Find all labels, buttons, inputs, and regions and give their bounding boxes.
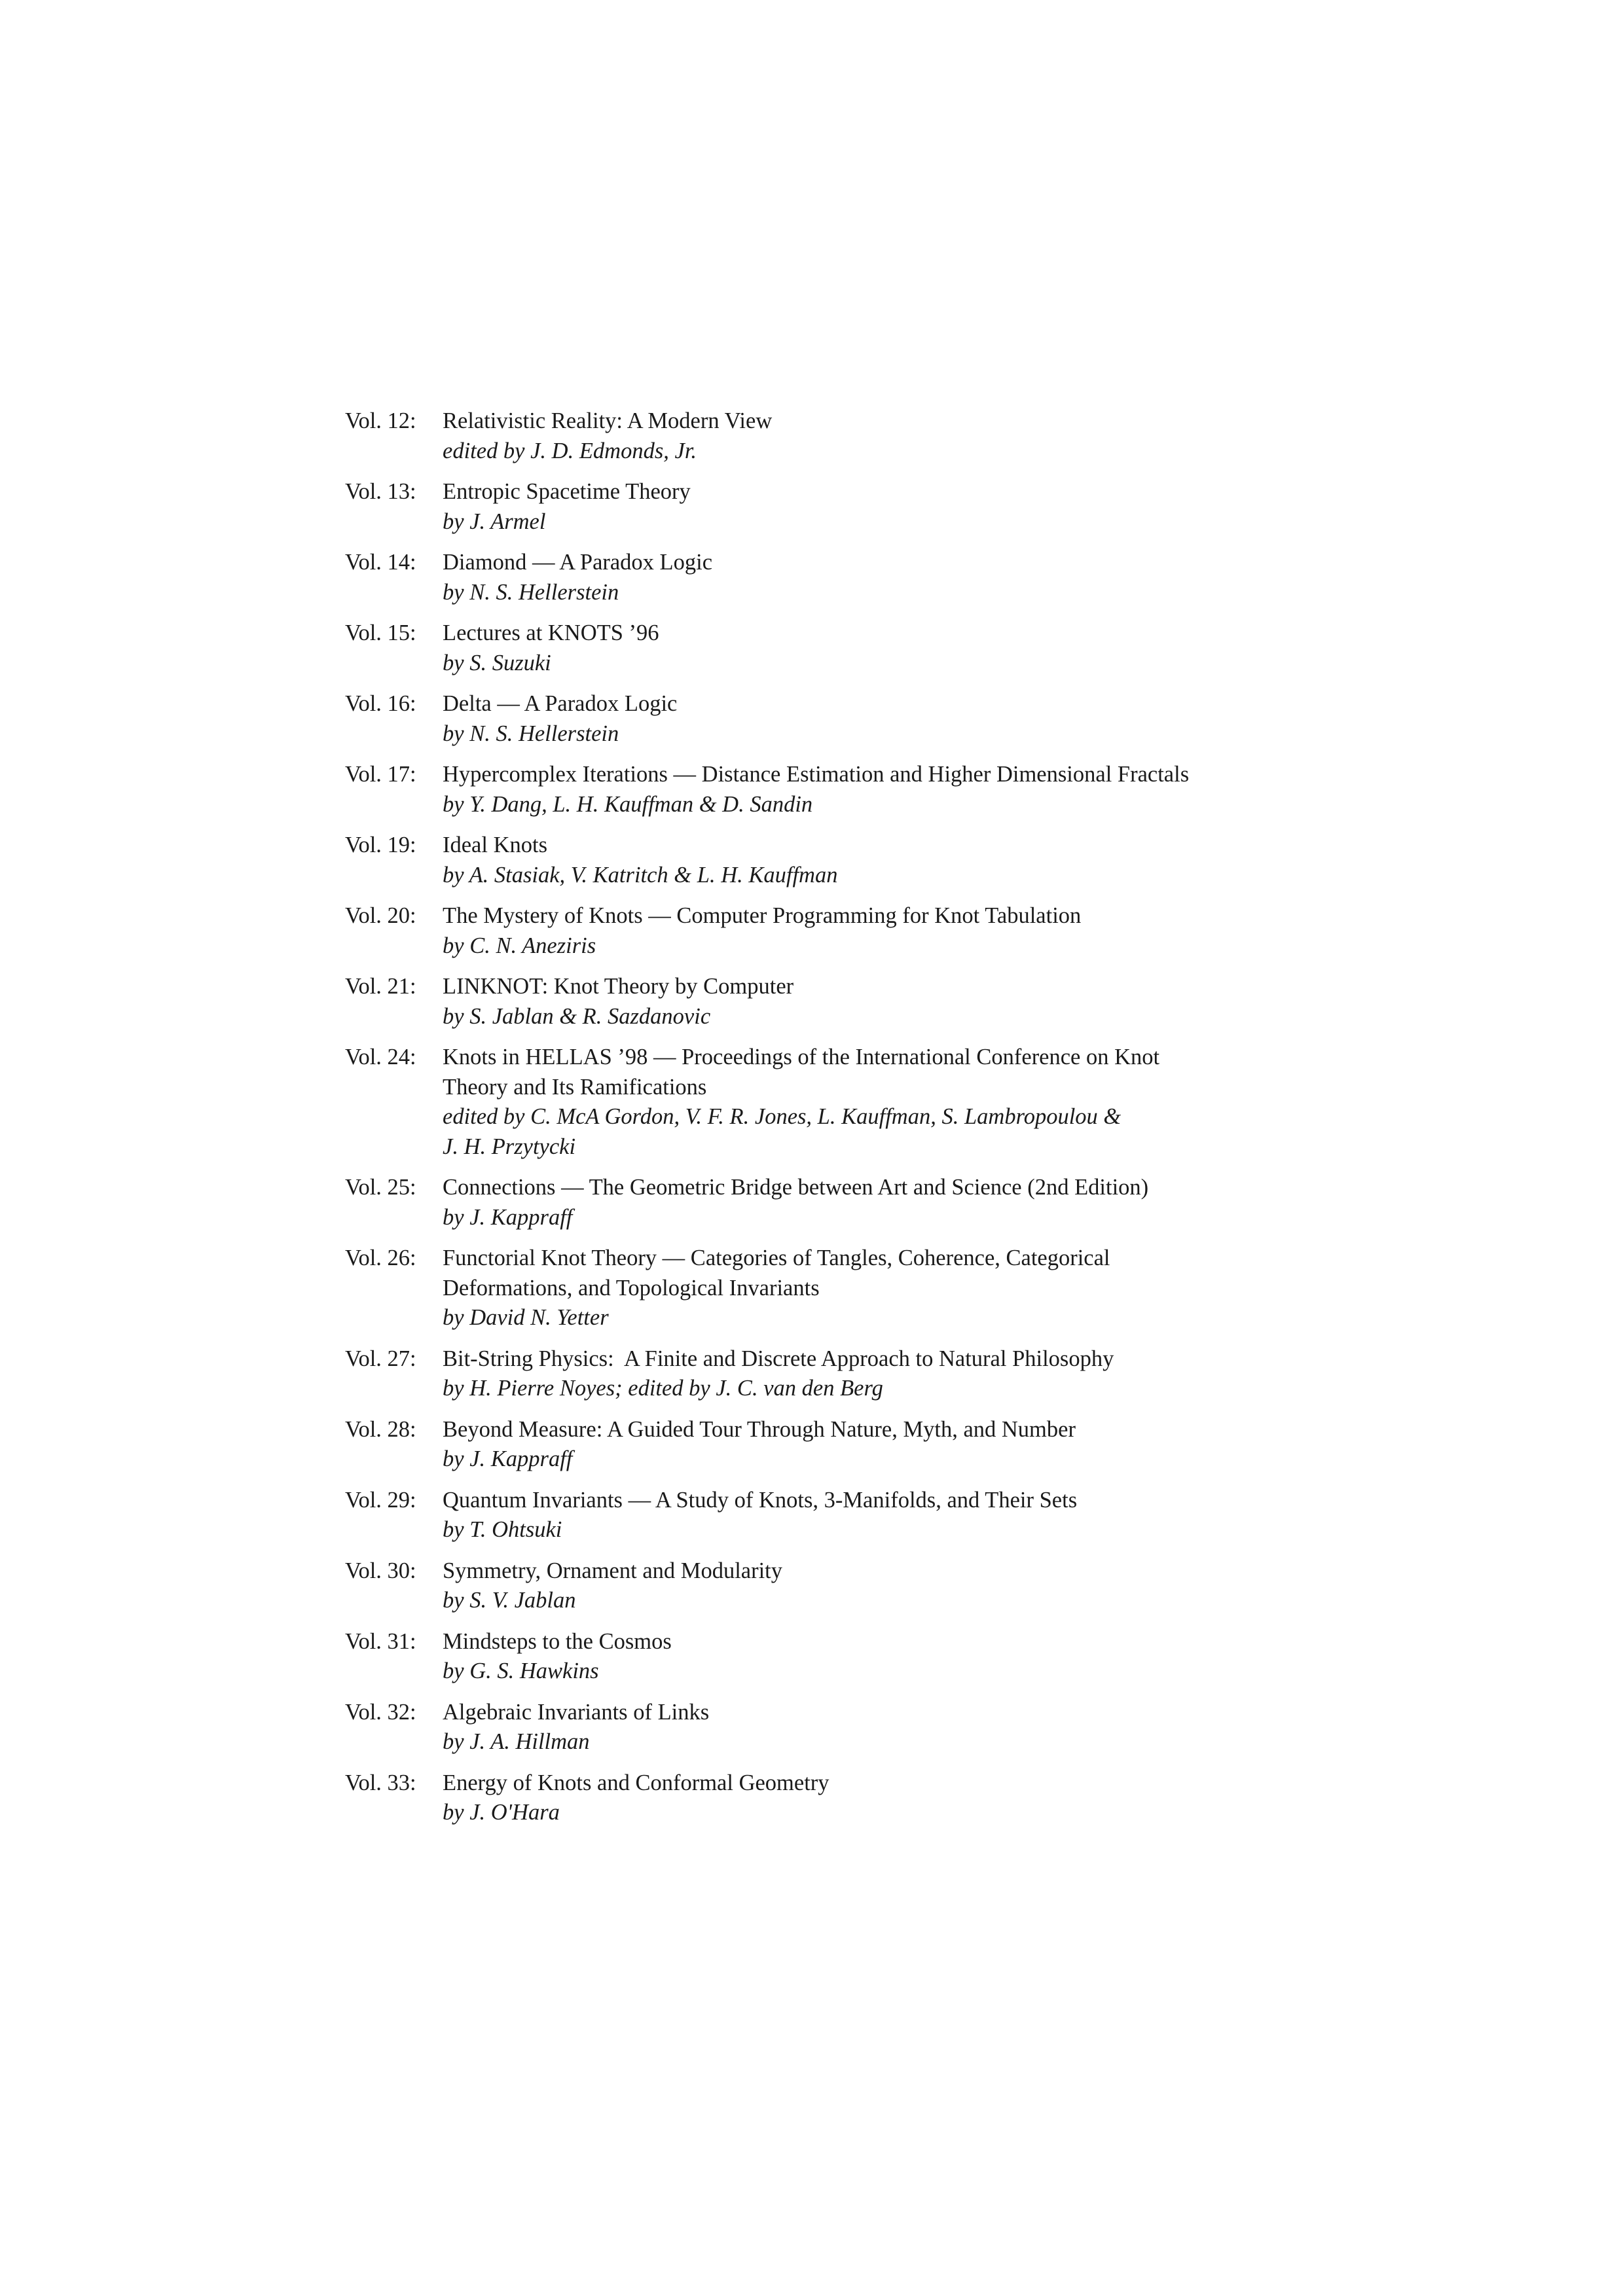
- volume-entry: [345, 1556, 1327, 1616]
- volume-details: [443, 1173, 1327, 1232]
- volume-number: Vol. 14:: [345, 550, 416, 575]
- volume-entry: [345, 1244, 1327, 1333]
- volume-number: Vol. 30:: [345, 1558, 416, 1583]
- volume-entry: [345, 1173, 1327, 1232]
- volume-author: by J. O'Hara: [443, 1800, 560, 1825]
- volume-number: Vol. 21:: [345, 974, 416, 999]
- volume-details: [443, 548, 1327, 607]
- volume-details: [443, 1344, 1327, 1404]
- volume-author: by G. S. Hawkins: [443, 1659, 599, 1683]
- volume-entry: [345, 831, 1327, 890]
- volume-number: Vol. 16:: [345, 691, 416, 716]
- volume-entry: [345, 1627, 1327, 1687]
- volume-author: by N. S. Hellerstein: [443, 579, 619, 605]
- volume-title: Energy of Knots and Conformal Geometry: [443, 1770, 830, 1795]
- volume-entry: [345, 1486, 1327, 1545]
- volume-title: Delta — A Paradox Logic: [443, 691, 678, 716]
- volume-details: [443, 619, 1327, 678]
- volume-entry: [345, 406, 1327, 466]
- volume-number: Vol. 19:: [345, 833, 416, 857]
- volume-number: Vol. 31:: [345, 1628, 416, 1654]
- volume-title: Ideal Knots: [443, 833, 548, 857]
- volume-details: [443, 1486, 1327, 1545]
- volume-number: Vol. 25:: [345, 1175, 416, 1200]
- volume-details: [443, 1043, 1327, 1162]
- volume-author: by J. Kappraff: [443, 1204, 573, 1230]
- volume-entry: [345, 689, 1327, 749]
- volume-author: by H. Pierre Noyes; edited by J. C. van den Berg: [443, 1376, 883, 1401]
- volume-entry: [345, 1768, 1327, 1828]
- volume-number: Vol. 32:: [345, 1699, 416, 1725]
- volume-author: by C. N. Aneziris: [443, 933, 596, 958]
- volume-number: Vol. 27:: [345, 1346, 416, 1371]
- volume-details: [443, 760, 1327, 819]
- volume-title: Relativistic Reality: A Modern View: [443, 408, 773, 433]
- volume-number: Vol. 17:: [345, 762, 416, 787]
- volume-number: Vol. 13:: [345, 479, 416, 504]
- volume-title: Lectures at KNOTS ’96: [443, 620, 659, 645]
- volume-details: [443, 831, 1327, 890]
- volume-title-continued: Deformations, and Topological Invariants: [443, 1275, 820, 1300]
- volume-author: edited by C. McA Gordon, V. F. R. Jones, L. Kauffman, S. Lambropoulou &: [443, 1104, 1122, 1129]
- volume-title: Quantum Invariants — A Study of Knots, 3-Manifolds, and Their Sets: [443, 1487, 1078, 1513]
- volume-title: Connections — The Geometric Bridge between Art and Science (2nd Edition): [443, 1175, 1149, 1200]
- volume-author: by J. A. Hillman: [443, 1729, 590, 1754]
- volume-author: by S. Jablan & R. Sazdanovic: [443, 1003, 711, 1029]
- volume-author: by David N. Yetter: [443, 1305, 609, 1330]
- volume-author: by T. Ohtsuki: [443, 1517, 562, 1542]
- volume-entry: [345, 1698, 1327, 1757]
- volume-entry: [345, 1043, 1327, 1162]
- volume-details: [443, 689, 1327, 749]
- volume-title: LINKNOT: Knot Theory by Computer: [443, 974, 794, 999]
- volume-author: by J. Armel: [443, 509, 546, 534]
- volume-details: [443, 901, 1327, 961]
- volume-number: Vol. 15:: [345, 620, 416, 645]
- volume-number: Vol. 28:: [345, 1416, 416, 1442]
- volume-author: by J. Kappraff: [443, 1446, 573, 1471]
- volume-details: [443, 1415, 1327, 1475]
- volume-details: [443, 1556, 1327, 1616]
- volume-entry: [345, 548, 1327, 607]
- volume-details: [443, 1627, 1327, 1687]
- volume-title: Entropic Spacetime Theory: [443, 479, 691, 504]
- volume-details: [443, 406, 1327, 466]
- volume-details: [443, 1768, 1327, 1828]
- volume-title: Functorial Knot Theory — Categories of Tangles, Coherence, Categorical: [443, 1246, 1110, 1270]
- volume-title: Algebraic Invariants of Links: [443, 1699, 710, 1725]
- volume-author: by S. V. Jablan: [443, 1588, 576, 1613]
- volume-title: Knots in HELLAS ’98 — Proceedings of the International Conference on Knot: [443, 1045, 1160, 1069]
- volume-details: [443, 477, 1327, 537]
- volume-author: by A. Stasiak, V. Katritch & L. H. Kauffman: [443, 862, 838, 888]
- volume-author: edited by J. D. Edmonds, Jr.: [443, 438, 697, 463]
- volume-number: Vol. 20:: [345, 903, 416, 928]
- volume-entry: [345, 760, 1327, 819]
- volume-title: Beyond Measure: A Guided Tour Through Nature, Myth, and Number: [443, 1416, 1076, 1442]
- volume-number: Vol. 33:: [345, 1770, 416, 1795]
- volume-author: by N. S. Hellerstein: [443, 721, 619, 746]
- volume-title: Hypercomplex Iterations — Distance Estimation and Higher Dimensional Fractals: [443, 762, 1190, 787]
- volume-title: Bit-String Physics: A Finite and Discrete Approach to Natural Philosophy: [443, 1346, 1114, 1371]
- volume-number: Vol. 24:: [345, 1045, 416, 1069]
- volume-author-continued: J. H. Przytycki: [443, 1134, 576, 1159]
- volume-number: Vol. 12:: [345, 408, 416, 433]
- volume-entry: [345, 619, 1327, 678]
- volume-title: Diamond — A Paradox Logic: [443, 550, 713, 575]
- volume-details: [443, 972, 1327, 1031]
- volume-title: Mindsteps to the Cosmos: [443, 1628, 672, 1654]
- volume-entry: [345, 901, 1327, 961]
- volume-entry: [345, 972, 1327, 1031]
- volume-number: Vol. 29:: [345, 1487, 416, 1513]
- volume-title-continued: Theory and Its Ramifications: [443, 1074, 707, 1100]
- volume-title: The Mystery of Knots — Computer Programming for Knot Tabulation: [443, 903, 1082, 928]
- volume-author: by S. Suzuki: [443, 650, 551, 675]
- volume-details: [443, 1244, 1327, 1333]
- volume-details: [443, 1698, 1327, 1757]
- volume-entry: [345, 1415, 1327, 1475]
- volume-author: by Y. Dang, L. H. Kauffman & D. Sandin: [443, 791, 813, 817]
- volume-entry: [345, 1344, 1327, 1404]
- volume-title: Symmetry, Ornament and Modularity: [443, 1558, 782, 1583]
- volume-number: Vol. 26:: [345, 1246, 416, 1270]
- series-volume-list: [345, 406, 1327, 1839]
- volume-entry: [345, 477, 1327, 537]
